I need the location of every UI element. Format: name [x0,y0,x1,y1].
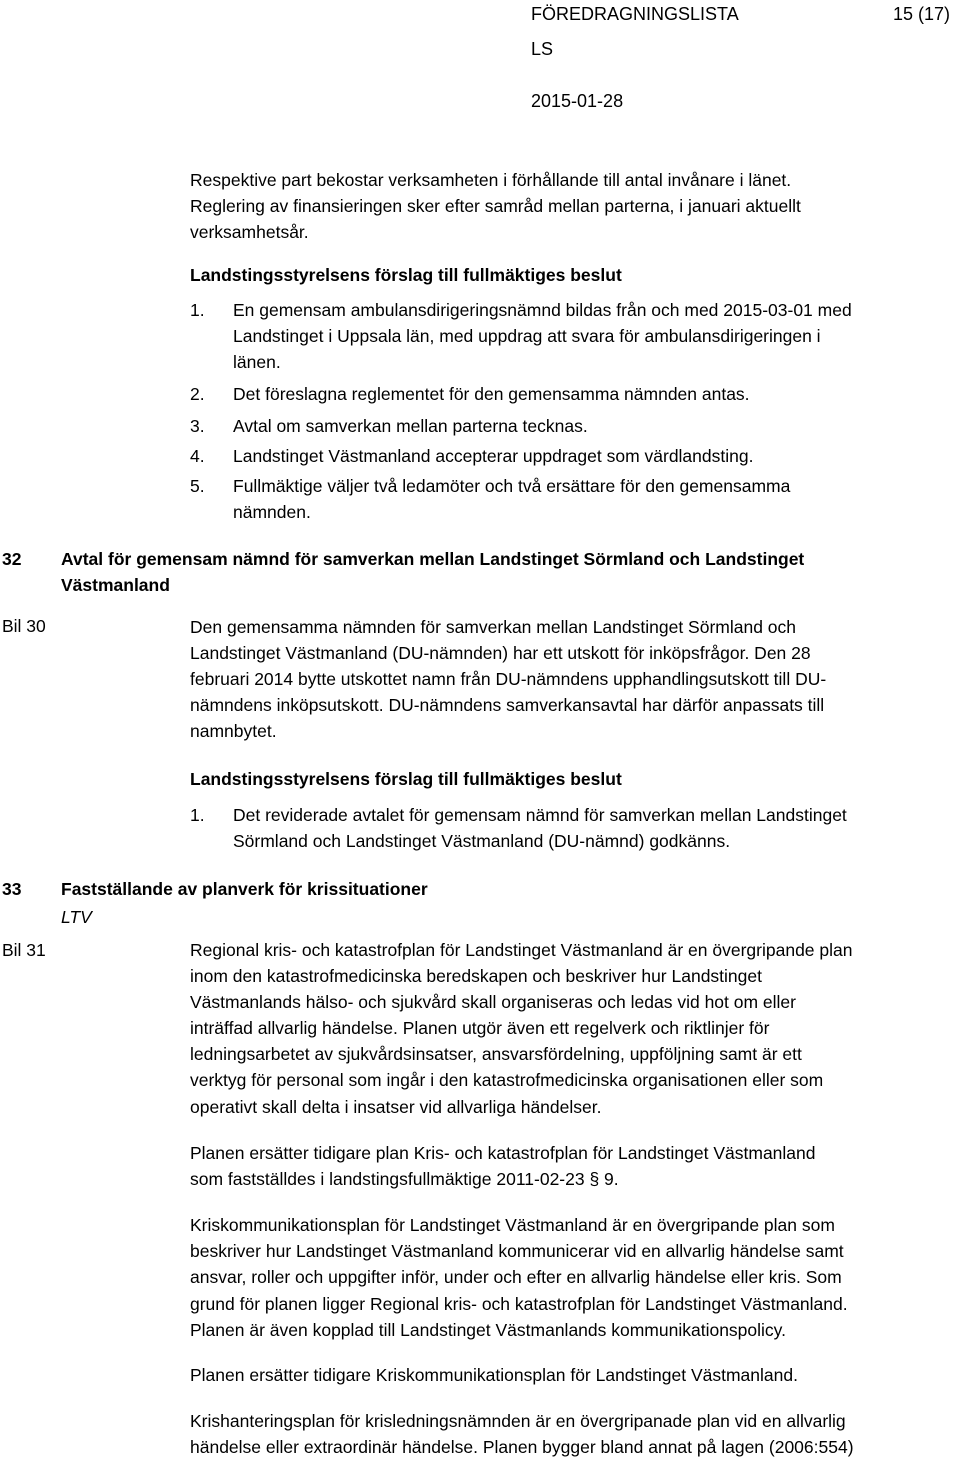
text-line: händelse eller extraordinär händelse. Planen bygger bland annat på lagen (2006:554) [190,1437,854,1457]
text-line: februari 2014 bytte utskottet namn från DU-nämndens upphandlingsutskott till DU- [190,669,827,689]
text-line: Kriskommunikationsplan för Landstinget Västmanland är en övergripande plan som [190,1215,835,1235]
text-line: inträffad allvarlig händelse. Planen utgör även ett regelverk och riktlinjer för [190,1018,770,1038]
item-title: Avtal för gemensam nämnd för samverkan mellan Landstinget Sörmland och Landstinget [61,549,805,569]
item-title: Västmanland [61,575,170,595]
list-number: 5. [190,476,205,496]
text-line: nämndens inköpsutskott. DU-nämndens samverkansavtal har därför anpassats till [190,695,825,715]
text-line: Landstinget Västmanland (DU-nämnden) har ett utskott för inköpsfrågor. Den 28 [190,643,811,663]
text-line: verktyg för personal som ingår i den katastrofmedicinska organisationen eller som [190,1070,824,1090]
text-line: Den gemensamma nämnden för samverkan mellan Landstinget Sörmland och [190,617,797,637]
proposal-heading: Landstingsstyrelsens förslag till fullmäktiges beslut [190,265,622,285]
text-line: Planen är även kopplad till Landstinget Västmanlands kommunikationspolicy. [190,1320,786,1340]
list-item: Avtal om samverkan mellan parterna tecknas. [233,416,588,436]
text-line: ledningsarbetet av sjukvårdsinsatser, ansvarsfördelning, uppföljning samt är ett [190,1044,802,1064]
page-number: 15 (17) [893,4,951,24]
list-number: 1. [190,300,205,320]
text-line: inom den katastrofmedicinska beredskapen och beskriver hur Landstinget [190,966,762,986]
text-line: grund för planen ligger Regional kris- och katastrofplan för Landstinget Västmanland. [190,1294,848,1314]
text-line: Planen ersätter tidigare plan Kris- och katastrofplan för Landstinget Västmanland [190,1143,816,1163]
list-number: 2. [190,384,205,404]
list-item: nämnden. [233,502,311,522]
list-number: 3. [190,416,205,436]
list-item: En gemensam ambulansdirigeringsnämnd bildas från och med 2015-03-01 med [233,300,852,320]
item-title: Fastställande av planverk för krissituationer [61,879,428,899]
proposal-heading: Landstingsstyrelsens förslag till fullmäktiges beslut [190,769,622,789]
text-line: Respektive part bekostar verksamheten i förhållande till antal invånare i länet. [190,170,792,190]
list-number: 4. [190,446,205,466]
item-number: 33 [2,879,22,899]
text-line: Reglering av finansieringen sker efter samråd mellan parterna, i januari aktuellt [190,196,801,216]
list-item: Landstinget i Uppsala län, med uppdrag att svara för ambulansdirigeringen i [233,326,821,346]
text-line: verksamhetsår. [190,222,309,242]
text-line: Krishanteringsplan för krisledningsnämnden är en övergripanade plan vid en allvarlig [190,1411,846,1431]
item-number: 32 [2,549,22,569]
text-line: operativt skall delta i insatser vid allvarliga händelser. [190,1097,602,1117]
attachment-ref: Bil 31 [2,940,46,960]
list-item: Sörmland och Landstinget Västmanland (DU-nämnd) godkänns. [233,831,731,851]
document-type: FÖREDRAGNINGSLISTA [531,4,739,24]
text-line: som fastställdes i landstingsfullmäktige 2011-02-23 § 9. [190,1169,619,1189]
organization: LS [531,39,554,59]
list-number: 1. [190,805,205,825]
text-line: Västmanlands hälso- och sjukvård skall organiseras och ledas vid hot om eller [190,992,796,1012]
list-item: länen. [233,352,281,372]
text-line: beskriver hur Landstinget Västmanland kommunicerar vid en allvarlig händelse samt [190,1241,844,1261]
item-subtitle: LTV [61,907,92,927]
list-item: Det reviderade avtalet för gemensam nämnd för samverkan mellan Landstinget [233,805,847,825]
list-item: Fullmäktige väljer två ledamöter och två ersättare för den gemensamma [233,476,791,496]
attachment-ref: Bil 30 [2,616,46,636]
text-line: Regional kris- och katastrofplan för Landstinget Västmanland är en övergripande plan [190,940,853,960]
document-date: 2015-01-28 [531,91,624,111]
text-line: Planen ersätter tidigare Kriskommunikationsplan för Landstinget Västmanland. [190,1365,798,1385]
list-item: Det föreslagna reglementet för den gemensamma nämnden antas. [233,384,750,404]
text-line: ansvar, roller och uppgifter inför, under och efter en allvarlig händelse eller kris. Som [190,1267,842,1287]
list-item: Landstinget Västmanland accepterar uppdraget som värdlandsting. [233,446,754,466]
text-line: namnbytet. [190,721,277,741]
